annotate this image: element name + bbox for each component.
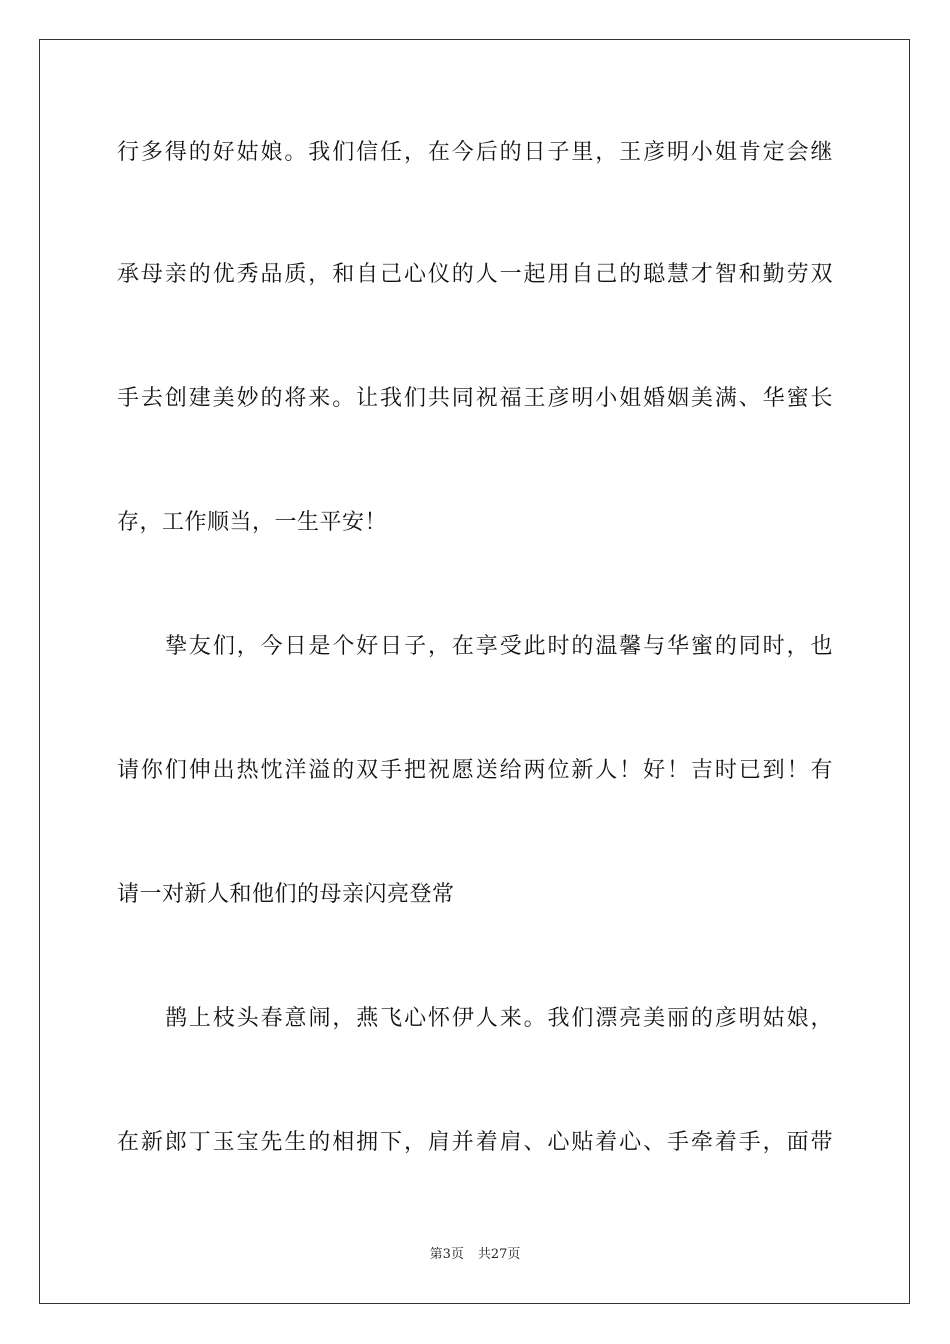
- body-text-line: 存，工作顺当，一生平安！: [117, 510, 388, 535]
- paragraph-start-line: 鹊上枝头春意闹，燕飞心怀伊人来。我们漂亮美丽的彦明姑娘，: [165, 1006, 833, 1031]
- body-text-line: 承母亲的优秀品质，和自己心仪的人一起用自己的聪慧才智和勤劳双: [117, 262, 833, 287]
- body-text-line: 请你们伸出热忱洋溢的双手把祝愿送给两位新人！好！吉时已到！有: [117, 758, 833, 783]
- page-border: [39, 39, 910, 1304]
- body-text-line: 手去创建美妙的将来。让我们共同祝福王彦明小姐婚姻美满、华蜜长: [117, 386, 833, 411]
- body-text-line: 在新郎丁玉宝先生的相拥下，肩并着肩、心贴着心、手牵着手，面带: [117, 1130, 833, 1155]
- paragraph-start-line: 挚友们，今日是个好日子，在享受此时的温馨与华蜜的同时，也: [165, 634, 833, 659]
- page-number-current: 第3页: [429, 1247, 464, 1262]
- body-text-line: 请一对新人和他们的母亲闪亮登常: [117, 882, 455, 907]
- page-number-total: 共27页: [477, 1247, 521, 1262]
- body-text-line: 行多得的好姑娘。我们信任，在今后的日子里，王彦明小姐肯定会继: [117, 140, 833, 165]
- page-footer: [0, 1246, 950, 1264]
